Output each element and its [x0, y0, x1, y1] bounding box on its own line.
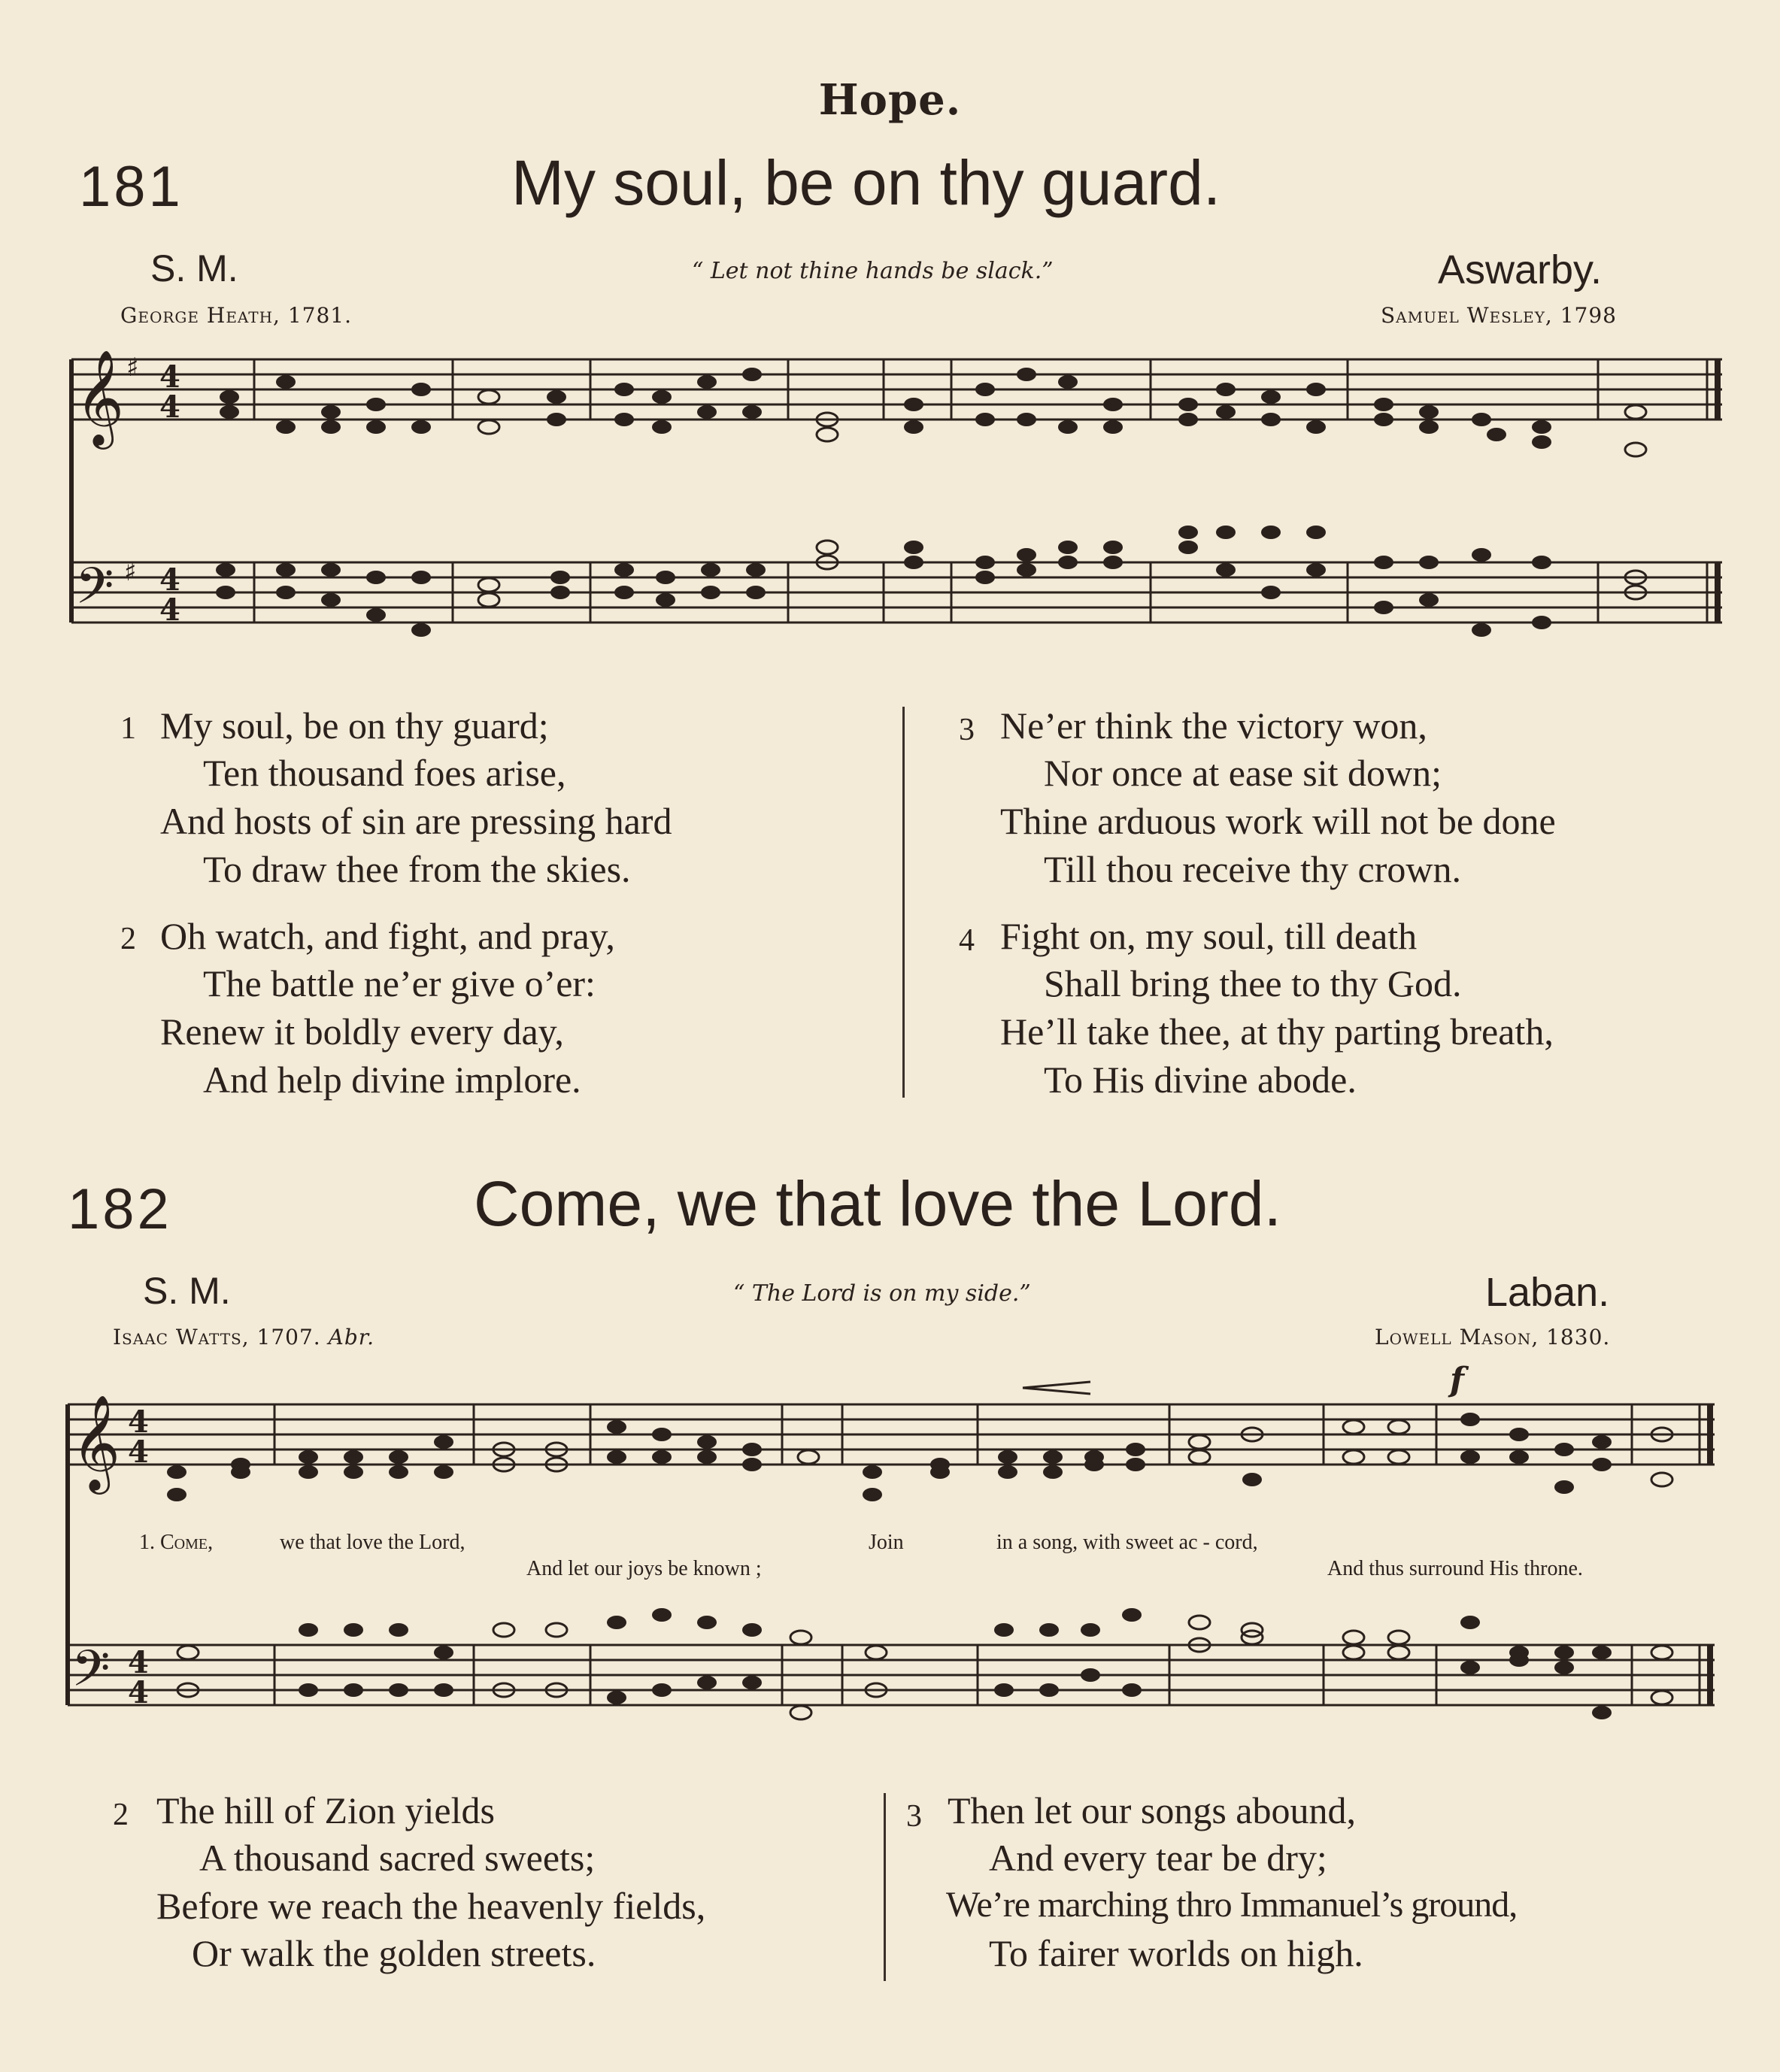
verse-line: Renew it boldly every day,: [160, 1010, 564, 1053]
verse-number: 1: [120, 711, 136, 746]
underlay-text: Join: [869, 1531, 904, 1554]
underlay-text: And let our joys be known ;: [526, 1557, 762, 1580]
treble-clef: 𝄞: [75, 349, 125, 445]
treble-clef: 𝄞: [71, 1394, 121, 1490]
verse-line: To fairer worlds on high.: [989, 1932, 1363, 1974]
verse-line: Nor once at ease sit down;: [1044, 752, 1442, 794]
verse-line: And hosts of sin are pressing hard: [160, 800, 672, 842]
svg-text:4: 4: [128, 1675, 149, 1710]
composer-credit: Samuel Wesley, 1798: [1381, 303, 1617, 328]
verse-line: Ne’er think the victory won,: [1000, 704, 1427, 747]
verse-line: Then let our songs abound,: [948, 1789, 1356, 1831]
meter-label: S. M.: [150, 247, 238, 289]
verse-line: Before we reach the heavenly fields,: [156, 1885, 706, 1927]
hymn-title: Come, we that love the Lord.: [474, 1168, 1281, 1239]
verse-line: Thine arduous work will not be done: [1000, 800, 1556, 842]
author-credit: George Heath, 1781.: [120, 303, 353, 328]
svg-text:4: 4: [159, 389, 180, 425]
underlay-text: And thus surround His throne.: [1327, 1557, 1583, 1580]
tune-name: Aswarby.: [1438, 247, 1603, 292]
verse-number: 3: [906, 1799, 922, 1834]
verse-line: He’ll take thee, at thy parting breath,: [1000, 1010, 1554, 1053]
underlay-text: in a song, with sweet ac - cord,: [996, 1531, 1258, 1554]
verse-number: 2: [113, 1798, 129, 1832]
verse-line: Oh watch, and fight, and pray,: [160, 915, 615, 957]
section-heading: Hope.: [818, 75, 962, 125]
hymn-title: My soul, be on thy guard.: [511, 147, 1221, 218]
verse-line: Fight on, my soul, till death: [1000, 915, 1418, 957]
svg-text:4: 4: [128, 1434, 149, 1470]
bass-clef: 𝄢: [75, 557, 114, 627]
meter-label: S. M.: [143, 1270, 231, 1312]
verse-line: Till thou receive thy crown.: [1044, 848, 1462, 890]
composer-credit: Lowell Mason, 1830.: [1375, 1325, 1611, 1350]
svg-text:♯: ♯: [124, 557, 137, 587]
svg-text:4: 4: [159, 359, 180, 395]
verse-line: A thousand sacred sweets;: [199, 1837, 596, 1879]
underlay-line-1: 1. Come,: [139, 1531, 214, 1554]
svg-text:4: 4: [128, 1645, 149, 1680]
verse-line: And every tear be dry;: [989, 1837, 1327, 1879]
tune-name: Laban.: [1485, 1270, 1610, 1315]
motto: “ The Lord is on my side.”: [733, 1280, 1031, 1307]
svg-text:4: 4: [159, 562, 180, 598]
hymn-number: 182: [68, 1177, 172, 1241]
bass-clef: 𝄢: [71, 1640, 111, 1710]
bass-staff: [68, 1645, 1715, 1705]
verse-line: And help divine implore.: [203, 1059, 581, 1101]
verse-line: Shall bring thee to thy God.: [1044, 962, 1462, 1004]
motto: “ Let not thine hands be slack.”: [692, 258, 1054, 284]
verse-line: We’re marching thro Immanuel’s ground,: [946, 1885, 1518, 1925]
verse-line: Or walk the golden streets.: [192, 1932, 596, 1974]
svg-text:4: 4: [159, 592, 180, 628]
verse-line: To draw thee from the skies.: [203, 848, 631, 890]
author-credit: Isaac Watts, 1707. Abr.: [113, 1325, 374, 1350]
verse-number: 2: [120, 922, 136, 956]
hymn-number: 181: [79, 155, 183, 219]
verse-line: My soul, be on thy guard;: [160, 704, 549, 747]
verse-number: 4: [959, 923, 975, 958]
underlay-text: we that love the Lord,: [280, 1531, 465, 1554]
svg-text:♯: ♯: [126, 353, 139, 383]
dynamic-forte: f: [1450, 1361, 1464, 1399]
verse-line: The battle ne’er give o’er:: [203, 962, 596, 1004]
verse-line: The hill of Zion yields: [156, 1789, 495, 1831]
column-divider: [884, 1793, 886, 1981]
svg-text:4: 4: [128, 1404, 149, 1440]
verse-number: 3: [959, 713, 975, 747]
verse-line: Ten thousand foes arise,: [203, 752, 566, 794]
verse-line: To His divine abode.: [1044, 1059, 1357, 1101]
